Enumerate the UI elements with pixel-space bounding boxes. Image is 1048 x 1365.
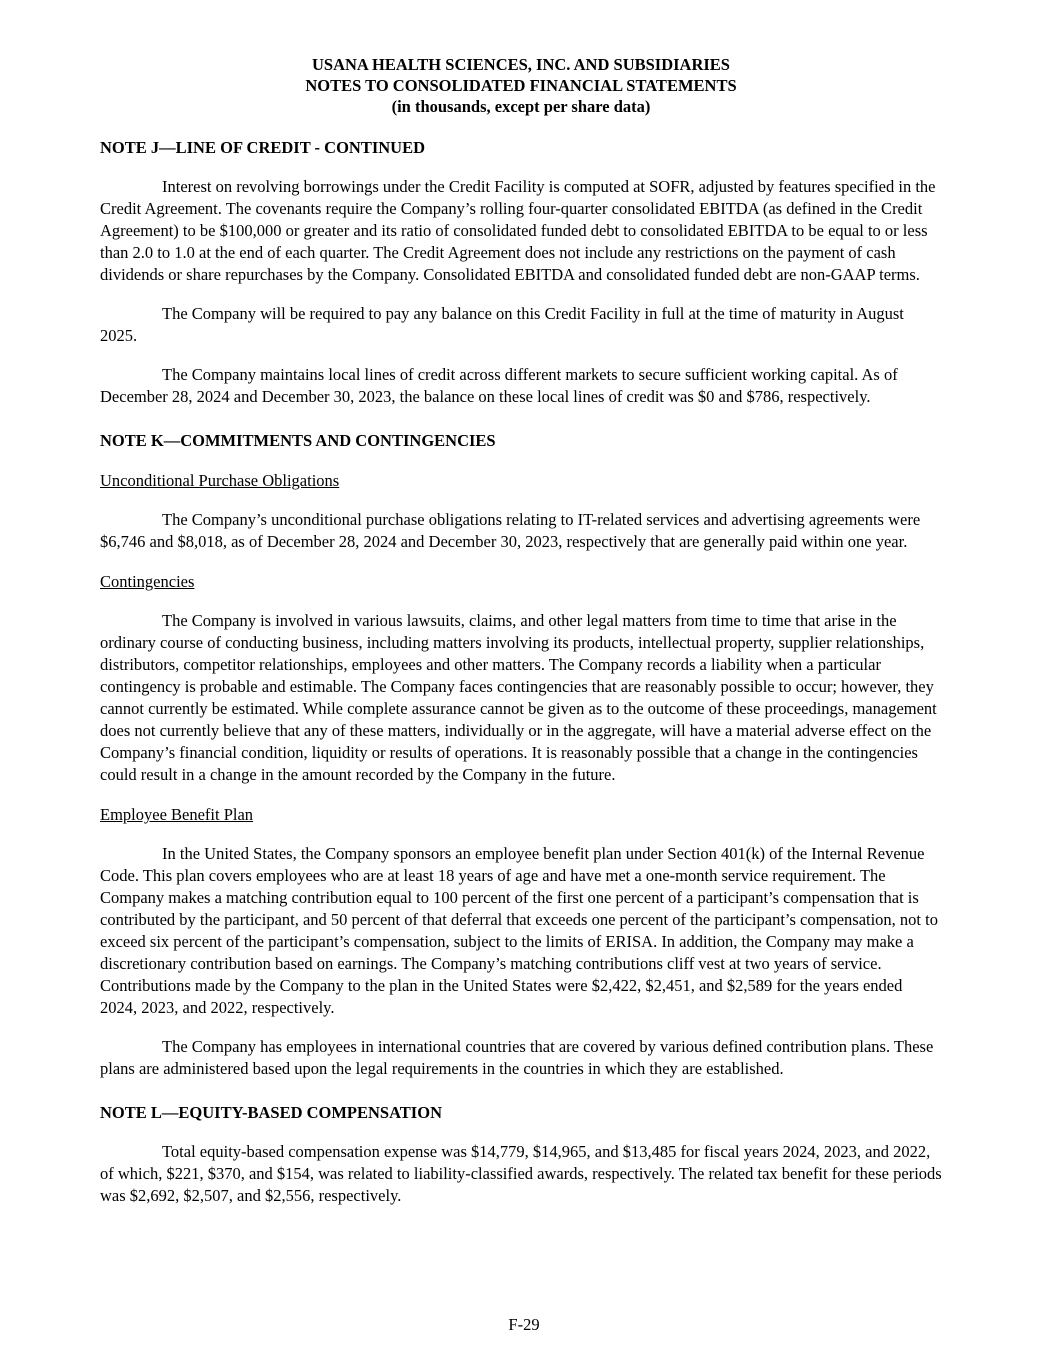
employee-benefit-plan-subheading: Employee Benefit Plan	[100, 805, 254, 824]
contingencies-subheading: Contingencies	[100, 572, 195, 591]
note-k-heading: NOTE K—COMMITMENTS AND CONTINGENCIES	[100, 431, 496, 450]
company-name: USANA HEALTH SCIENCES, INC. AND SUBSIDIARIES	[312, 55, 730, 74]
note-l-paragraph-1: Total equity-based compensation expense was $14,779, $14,965, and $13,485 for fiscal years 2024, 2023, and 2022, of which, $221, $370, and $154, was related to liability-classified awards, respectively. The related tax benefit for these periods was $2,692, $2,507, and $2,556, respectively.	[100, 1142, 942, 1205]
page-number: F-29	[508, 1315, 540, 1334]
document-header	[100, 54, 942, 117]
note-j-paragraph-1: Interest on revolving borrowings under the Credit Facility is computed at SOFR, adjusted by features specified in the Credit Agreement. The covenants require the Company’s rolling four-quarter consolidated EBITDA (as defined in the Credit Agreement) to be $100,000 or greater and its ratio of consolidated funded debt to consolidated EBITDA to be equal to or less than 2.0 to 1.0 at the end of each quarter. The Credit Agreement does not include any restrictions on the payment of cash dividends or share repurchases by the Company. Consolidated EBITDA and consolidated funded debt are non-GAAP terms.	[100, 177, 936, 284]
employee-benefit-plan-paragraph-2: The Company has employees in international countries that are covered by various defined contribution plans. These plans are administered based upon the legal requirements in the countries in which they are established.	[100, 1037, 934, 1078]
note-j-paragraph-2: The Company will be required to pay any balance on this Credit Facility in full at the time of maturity in August 2025.	[100, 304, 904, 345]
contingencies-paragraph: The Company is involved in various lawsuits, claims, and other legal matters from time to time that arise in the ordinary course of conducting business, including matters involving its products, intellectual property, supplier relationships, distributors, competitor relationships, employees and other matters. The Company records a liability when a particular contingency is probable and estimable. The Company faces contingencies that are reasonably possible to occur; however, they cannot currently be estimated. While complete assurance cannot be given as to the outcome of these proceedings, management does not currently believe that any of these matters, individually or in the aggregate, will have a material adverse effect on the Company’s financial condition, liquidity or results of operations. It is reasonably possible that a change in the contingencies could result in a change in the amount recorded by the Company in the future.	[100, 611, 937, 784]
document-content	[100, 54, 942, 1207]
document-subtitle: (in thousands, except per share data)	[391, 97, 651, 116]
document-title: NOTES TO CONSOLIDATED FINANCIAL STATEMENTS	[305, 76, 737, 95]
unconditional-purchase-obligations-paragraph: The Company’s unconditional purchase obligations relating to IT-related services and advertising agreements were $6,746 and $8,018, as of December 28, 2024 and December 30, 2023, respectively that are generally paid within one year.	[100, 510, 921, 551]
note-l-heading: NOTE L—EQUITY-BASED COMPENSATION	[100, 1103, 442, 1122]
note-j-paragraph-3: The Company maintains local lines of credit across different markets to secure sufficient working capital. As of December 28, 2024 and December 30, 2023, the balance on these local lines of credit was $0 and $786, respectively.	[100, 365, 898, 406]
unconditional-purchase-obligations-subheading: Unconditional Purchase Obligations	[100, 471, 340, 490]
employee-benefit-plan-paragraph-1: In the United States, the Company sponsors an employee benefit plan under Section 401(k) of the Internal Revenue Code. This plan covers employees who are at least 18 years of age and have met a one-month service requirement. The Company makes a matching contribution equal to 100 percent of the first one percent of a participant’s compensation that is contributed by the participant, and 50 percent of that deferral that exceeds one percent of the participant’s compensation, not to exceed six percent of the participant’s compensation, subject to the limits of ERISA. In addition, the Company may make a discretionary contribution based on earnings. The Company’s matching contributions cliff vest at two years of service. Contributions made by the Company to the plan in the United States were $2,422, $2,451, and $2,589 for the years ended 2024, 2023, and 2022, respectively.	[100, 844, 938, 1017]
note-j-heading: NOTE J—LINE OF CREDIT - CONTINUED	[100, 138, 426, 157]
